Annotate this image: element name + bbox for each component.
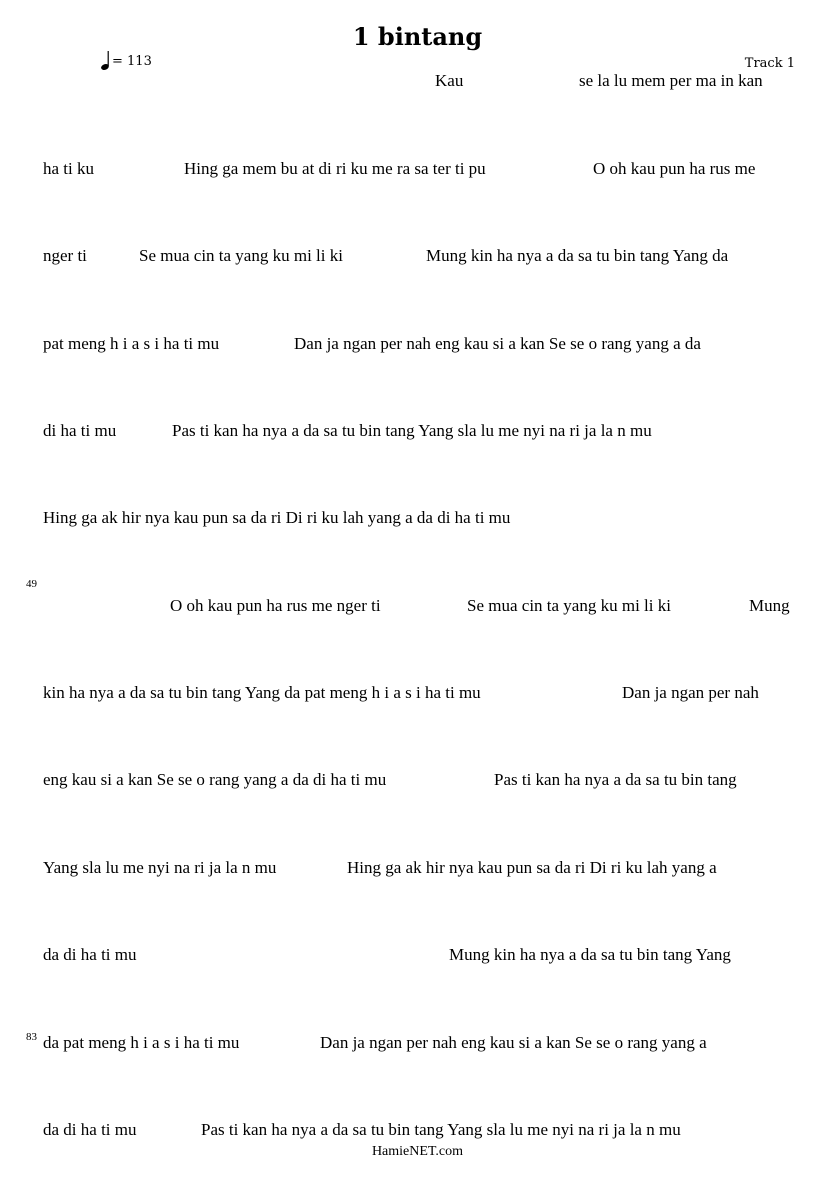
lyric-fragment: Dan ja ngan per nah eng kau si a kan Se se o rang yang a da <box>294 334 701 353</box>
lyric-fragment: Se mua cin ta yang ku mi li ki <box>139 246 343 265</box>
lyric-fragment: Hing ga mem bu at di ri ku me ra sa ter ti pu <box>184 159 486 178</box>
lyric-fragment: pat meng h i a s i ha ti mu <box>43 334 220 353</box>
lyric-fragment: Mung kin ha nya a da sa tu bin tang Yang da <box>426 246 729 265</box>
lyric-line <box>0 683 835 705</box>
lyric-fragment: se la lu mem per ma in kan <box>579 71 763 90</box>
measure-number: 83 <box>26 1031 37 1043</box>
lyric-fragment: O oh kau pun ha rus me nger ti <box>170 596 381 615</box>
lyric-fragment: Se mua cin ta yang ku mi li ki <box>467 596 671 615</box>
tempo-marking <box>100 50 152 72</box>
lyric-line <box>0 334 835 356</box>
lyric-line <box>0 159 835 181</box>
lyric-fragment: da di ha ti mu <box>43 945 137 964</box>
lyric-line <box>0 1033 835 1055</box>
lyric-fragment: eng kau si a kan Se se o rang yang a da di ha ti mu <box>43 770 387 789</box>
lyric-line <box>0 421 835 443</box>
lyric-fragment: Yang sla lu me nyi na ri ja la n mu <box>43 858 277 877</box>
lyric-line <box>0 246 835 268</box>
lyric-fragment: da pat meng h i a s i ha ti mu <box>43 1033 240 1052</box>
lyric-line <box>0 770 835 792</box>
lyric-fragment: kin ha nya a da sa tu bin tang Yang da pat meng h i a s i ha ti mu <box>43 683 481 702</box>
lyric-fragment: Pas ti kan ha nya a da sa tu bin tang Yang sla lu me nyi na ri ja la n mu <box>172 421 652 440</box>
tempo-value: = 113 <box>112 53 152 69</box>
lyric-fragment: da di ha ti mu <box>43 1120 137 1139</box>
quarter-note-icon <box>100 50 110 72</box>
lyric-line <box>0 945 835 967</box>
lyric-line <box>0 596 835 618</box>
lyric-line <box>0 858 835 880</box>
lyric-line <box>0 508 835 530</box>
lyric-fragment: Mung kin ha nya a da sa tu bin tang Yang <box>449 945 731 964</box>
measure-number: 49 <box>26 578 37 590</box>
footer-credit: HamieNET.com <box>371 1144 464 1159</box>
lyric-fragment: Mung <box>749 596 790 615</box>
lyric-fragment: nger ti <box>43 246 87 265</box>
lyric-line <box>0 1120 835 1142</box>
lyric-fragment: Hing ga ak hir nya kau pun sa da ri Di ri ku lah yang a <box>347 858 717 877</box>
lyric-fragment: Hing ga ak hir nya kau pun sa da ri Di ri ku lah yang a da di ha ti mu <box>43 508 511 527</box>
page-title: 1 bintang <box>352 22 483 51</box>
lyric-fragment: di ha ti mu <box>43 421 117 440</box>
lyric-fragment: Dan ja ngan per nah eng kau si a kan Se se o rang yang a <box>320 1033 707 1052</box>
lyric-fragment: Pas ti kan ha nya a da sa tu bin tang Yang sla lu me nyi na ri ja la n mu <box>201 1120 681 1139</box>
track-label: Track 1 <box>744 56 795 71</box>
lyric-fragment: O oh kau pun ha rus me <box>593 159 756 178</box>
lyric-line <box>0 71 835 93</box>
lyric-fragment: Kau <box>435 71 464 90</box>
lyric-fragment: Pas ti kan ha nya a da sa tu bin tang <box>494 770 737 789</box>
lyric-fragment: Dan ja ngan per nah <box>622 683 759 702</box>
lyric-fragment: ha ti ku <box>43 159 94 178</box>
